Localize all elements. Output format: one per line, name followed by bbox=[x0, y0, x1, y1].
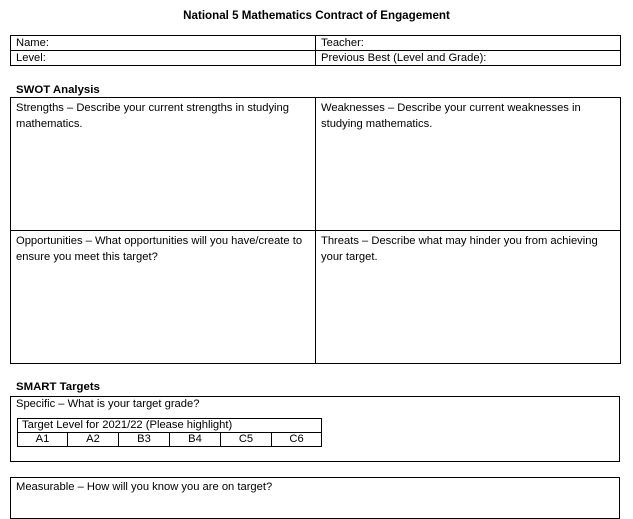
document-title: National 5 Mathematics Contract of Engagement bbox=[183, 9, 450, 22]
threats-cell[interactable]: Threats – Describe what may hinder you from achieving your target. bbox=[316, 231, 621, 364]
grade-option-a1[interactable]: A1 bbox=[18, 433, 68, 447]
grade-option-a2[interactable]: A2 bbox=[68, 433, 119, 447]
smart-heading: SMART Targets bbox=[16, 381, 100, 393]
student-info-table bbox=[10, 35, 621, 66]
grade-option-b3[interactable]: B3 bbox=[119, 433, 170, 447]
target-level-table bbox=[17, 418, 322, 447]
teacher-field[interactable]: Teacher: bbox=[316, 36, 621, 51]
grade-option-b4[interactable]: B4 bbox=[170, 433, 221, 447]
target-level-label: Target Level for 2021/22 (Please highlight) bbox=[18, 419, 322, 433]
measurable-prompt: Measurable – How will you know you are on target? bbox=[16, 481, 273, 493]
level-field[interactable]: Level: bbox=[11, 51, 316, 66]
strengths-cell[interactable]: Strengths – Describe your current strengths in studying mathematics. bbox=[11, 98, 316, 231]
grade-option-c6[interactable]: C6 bbox=[272, 433, 322, 447]
weaknesses-cell[interactable]: Weaknesses – Describe your current weaknesses in studying mathematics. bbox=[316, 98, 621, 231]
opportunities-cell[interactable]: Opportunities – What opportunities will you have/create to ensure you meet this target? bbox=[11, 231, 316, 364]
swot-table bbox=[10, 97, 621, 364]
specific-prompt: Specific – What is your target grade? bbox=[16, 398, 200, 410]
swot-heading: SWOT Analysis bbox=[16, 84, 100, 96]
name-field[interactable]: Name: bbox=[11, 36, 316, 51]
measurable-box[interactable] bbox=[10, 477, 620, 519]
previous-best-field[interactable]: Previous Best (Level and Grade): bbox=[316, 51, 621, 66]
grade-option-c5[interactable]: C5 bbox=[221, 433, 272, 447]
